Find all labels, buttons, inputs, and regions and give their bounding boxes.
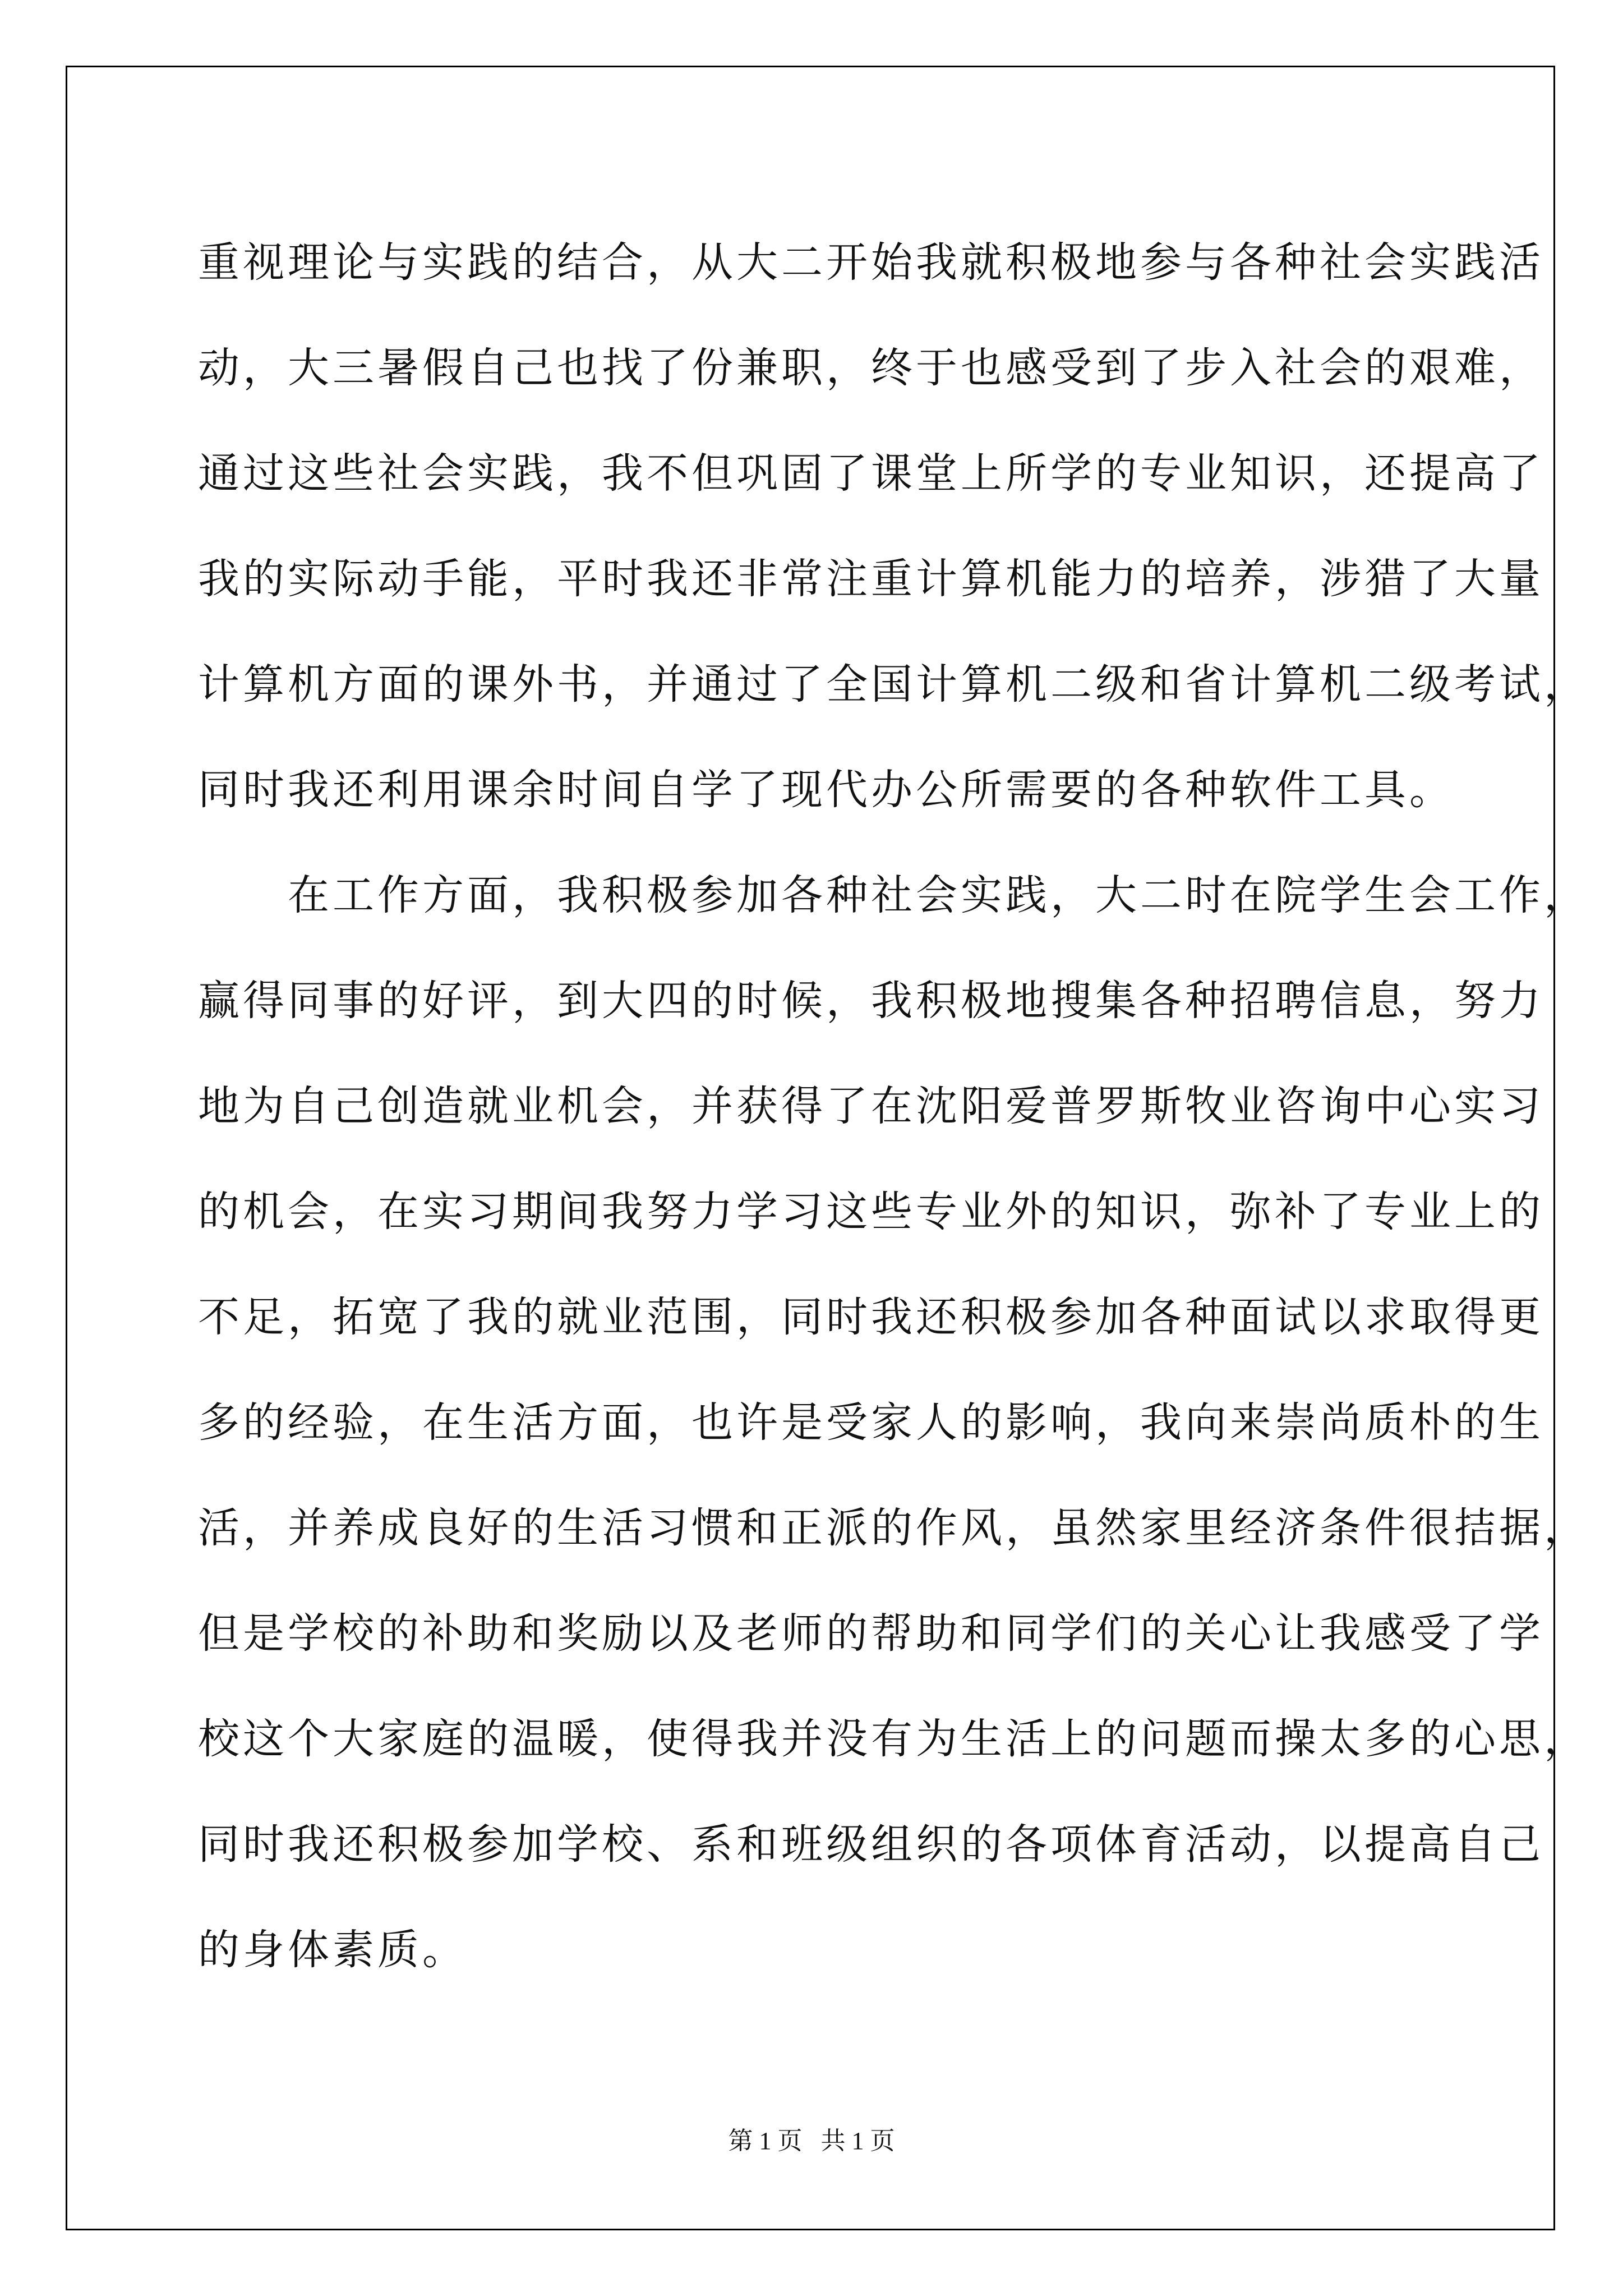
- text-line: 多的经验，在生活方面，也许是受家人的影响，我向来崇尚质朴的生: [198, 1398, 1544, 1447]
- text-line: 活，并养成良好的生活习惯和正派的作风，虽然家里经济条件很拮据，: [198, 1504, 1589, 1552]
- text-line: 校这个大家庭的温暖，使得我并没有为生活上的问题而操太多的心思，: [198, 1715, 1589, 1763]
- text-line: 赢得同事的好评，到大四的时候，我积极地搜集各种招聘信息，努力: [198, 977, 1544, 1025]
- text-line: 动，大三暑假自己也找了份兼职，终于也感受到了步入社会的艰难，: [198, 344, 1544, 392]
- text-line: 不足，拓宽了我的就业范围，同时我还积极参加各种面试以求取得更: [198, 1293, 1544, 1341]
- text-line: 在工作方面，我积极参加各种社会实践，大二时在院学生会工作，: [198, 871, 1589, 919]
- text-line: 的机会，在实习期间我努力学习这些专业外的知识，弥补了专业上的: [198, 1188, 1544, 1236]
- text-line: 我的实际动手能，平时我还非常注重计算机能力的培养，涉猎了大量: [198, 555, 1544, 603]
- text-line: 通过这些社会实践，我不但巩固了课堂上所学的专业知识，还提高了: [198, 449, 1544, 498]
- text-line: 计算机方面的课外书，并通过了全国计算机二级和省计算机二级考试，: [198, 660, 1589, 708]
- text-line: 重视理论与实践的结合，从大二开始我就积极地参与各种社会实践活: [198, 238, 1544, 287]
- document-body: [198, 210, 1589, 2003]
- page-footer: 第 1 页 共 1 页: [728, 2127, 895, 2155]
- text-line: 同时我还积极参加学校、系和班级组织的各项体育活动，以提高自己: [198, 1820, 1544, 1869]
- text-line: 同时我还利用课余时间自学了现代办公所需要的各种软件工具。: [198, 766, 1454, 814]
- text-line: 地为自己创造就业机会，并获得了在沈阳爱普罗斯牧业咨询中心实习: [198, 1082, 1544, 1130]
- text-line: 的身体素质。: [198, 1926, 467, 1974]
- text-line: 但是学校的补助和奖励以及老师的帮助和同学们的关心让我感受了学: [198, 1609, 1544, 1658]
